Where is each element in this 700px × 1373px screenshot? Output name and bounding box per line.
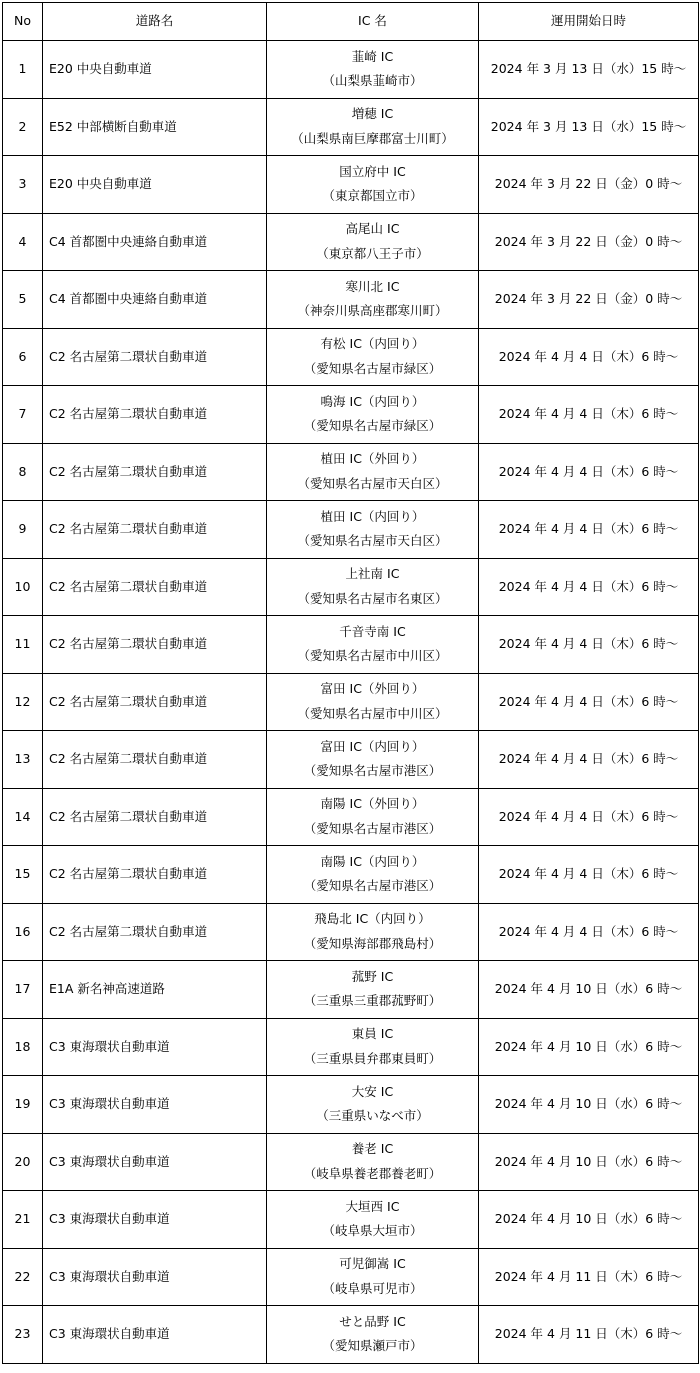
table-row	[3, 386, 699, 444]
start-datetime: 2024 年 3 月 22 日（金）0 時～	[479, 271, 699, 329]
ic-location: （三重県員弁郡東員町）	[303, 1050, 442, 1066]
start-datetime: 2024 年 4 月 4 日（木）6 時～	[479, 731, 699, 789]
header-row	[3, 3, 699, 41]
ic-location: （三重県三重郡菰野町）	[303, 993, 442, 1009]
ic-cell	[267, 961, 479, 1019]
ic-location: （愛知県海部郡飛島村）	[303, 935, 442, 951]
table-row	[3, 673, 699, 731]
table-row	[3, 1076, 699, 1134]
table-row	[3, 328, 699, 386]
row-number: 4	[3, 213, 43, 271]
row-number: 18	[3, 1018, 43, 1076]
ic-name: 東員 IC	[351, 1026, 394, 1042]
ic-name: 韮崎 IC	[351, 48, 394, 64]
road-name: C3 東海環状自動車道	[43, 1248, 267, 1306]
ic-cell	[267, 156, 479, 214]
ic-location: （山梨県韮崎市）	[322, 73, 423, 89]
ic-cell	[267, 846, 479, 904]
table-row	[3, 846, 699, 904]
road-name: C2 名古屋第二環状自動車道	[43, 443, 267, 501]
ic-location: （岐阜県大垣市）	[322, 1223, 423, 1239]
ic-name: 大垣西 IC	[345, 1198, 400, 1214]
road-name: E1A 新名神高速道路	[43, 961, 267, 1019]
ic-cell	[267, 386, 479, 444]
road-name: C3 東海環状自動車道	[43, 1306, 267, 1364]
start-datetime: 2024 年 4 月 4 日（木）6 時～	[479, 328, 699, 386]
table-row	[3, 1248, 699, 1306]
ic-name: 植田 IC（内回り）	[320, 508, 425, 524]
row-number: 20	[3, 1133, 43, 1191]
road-name: C2 名古屋第二環状自動車道	[43, 616, 267, 674]
start-datetime: 2024 年 4 月 4 日（木）6 時～	[479, 673, 699, 731]
ic-location: （東京都国立市）	[322, 188, 423, 204]
start-datetime: 2024 年 4 月 4 日（木）6 時～	[479, 386, 699, 444]
ic-cell	[267, 1076, 479, 1134]
ic-location: （三重県いなべ市）	[316, 1108, 429, 1124]
road-name: C3 東海環状自動車道	[43, 1076, 267, 1134]
road-name: C2 名古屋第二環状自動車道	[43, 673, 267, 731]
start-datetime: 2024 年 4 月 4 日（木）6 時～	[479, 616, 699, 674]
ic-location: （愛知県名古屋市中川区）	[297, 648, 448, 664]
start-datetime: 2024 年 4 月 4 日（木）6 時～	[479, 443, 699, 501]
table-row	[3, 1191, 699, 1249]
ic-cell	[267, 1248, 479, 1306]
start-datetime: 2024 年 4 月 4 日（木）6 時～	[479, 846, 699, 904]
start-datetime: 2024 年 3 月 13 日（水）15 時～	[479, 41, 699, 99]
ic-name: 菰野 IC	[351, 968, 394, 984]
table-row	[3, 156, 699, 214]
ic-name: 富田 IC（内回り）	[320, 738, 425, 754]
row-number: 21	[3, 1191, 43, 1249]
table-row	[3, 41, 699, 99]
row-number: 2	[3, 98, 43, 156]
row-number: 12	[3, 673, 43, 731]
ic-name: 上社南 IC	[345, 566, 400, 582]
ic-cell	[267, 443, 479, 501]
ic-schedule-table	[2, 2, 699, 1364]
road-name: C2 名古屋第二環状自動車道	[43, 846, 267, 904]
ic-cell	[267, 1191, 479, 1249]
table-row	[3, 788, 699, 846]
ic-name: 国立府中 IC	[339, 163, 406, 179]
start-datetime: 2024 年 4 月 4 日（木）6 時～	[479, 558, 699, 616]
ic-cell	[267, 788, 479, 846]
start-datetime: 2024 年 4 月 10 日（水）6 時～	[479, 961, 699, 1019]
start-datetime: 2024 年 4 月 4 日（木）6 時～	[479, 903, 699, 961]
row-number: 14	[3, 788, 43, 846]
ic-cell	[267, 616, 479, 674]
ic-name: 寒川北 IC	[345, 278, 400, 294]
ic-schedule-table-wrapper	[2, 2, 699, 1364]
row-number: 13	[3, 731, 43, 789]
ic-location: （神奈川県高座郡寒川町）	[297, 303, 448, 319]
ic-cell	[267, 328, 479, 386]
row-number: 22	[3, 1248, 43, 1306]
row-number: 17	[3, 961, 43, 1019]
road-name: C2 名古屋第二環状自動車道	[43, 788, 267, 846]
ic-location: （愛知県名古屋市名東区）	[297, 590, 448, 606]
ic-location: （愛知県名古屋市緑区）	[303, 418, 442, 434]
ic-name: 養老 IC	[351, 1141, 394, 1157]
row-number: 10	[3, 558, 43, 616]
ic-cell	[267, 1306, 479, 1364]
road-name: C3 東海環状自動車道	[43, 1018, 267, 1076]
road-name: C2 名古屋第二環状自動車道	[43, 903, 267, 961]
table-row	[3, 1018, 699, 1076]
start-datetime: 2024 年 4 月 11 日（木）6 時～	[479, 1306, 699, 1364]
header-start-datetime: 運用開始日時	[479, 3, 699, 41]
header-road-name: 道路名	[43, 3, 267, 41]
table-row	[3, 98, 699, 156]
ic-name: 千音寺南 IC	[339, 623, 406, 639]
ic-name: 大安 IC	[351, 1083, 394, 1099]
road-name: C4 首都圏中央連絡自動車道	[43, 213, 267, 271]
ic-cell	[267, 213, 479, 271]
row-number: 15	[3, 846, 43, 904]
start-datetime: 2024 年 4 月 10 日（水）6 時～	[479, 1133, 699, 1191]
ic-cell	[267, 731, 479, 789]
ic-name: 増穂 IC	[351, 106, 394, 122]
table-row	[3, 961, 699, 1019]
ic-cell	[267, 558, 479, 616]
start-datetime: 2024 年 4 月 10 日（水）6 時～	[479, 1018, 699, 1076]
row-number: 16	[3, 903, 43, 961]
table-row	[3, 1133, 699, 1191]
table-row	[3, 616, 699, 674]
ic-cell	[267, 673, 479, 731]
start-datetime: 2024 年 4 月 4 日（木）6 時～	[479, 501, 699, 559]
ic-location: （愛知県名古屋市港区）	[303, 820, 442, 836]
road-name: C2 名古屋第二環状自動車道	[43, 731, 267, 789]
row-number: 7	[3, 386, 43, 444]
header-no: No	[3, 3, 43, 41]
road-name: E20 中央自動車道	[43, 156, 267, 214]
ic-cell	[267, 903, 479, 961]
row-number: 8	[3, 443, 43, 501]
ic-location: （愛知県名古屋市天白区）	[297, 533, 448, 549]
table-row	[3, 271, 699, 329]
header-ic-name: IC 名	[267, 3, 479, 41]
ic-location: （岐阜県可児市）	[322, 1280, 423, 1296]
start-datetime: 2024 年 3 月 22 日（金）0 時～	[479, 213, 699, 271]
ic-location: （東京都八王子市）	[316, 245, 429, 261]
road-name: E20 中央自動車道	[43, 41, 267, 99]
ic-name: 可児御嵩 IC	[339, 1256, 406, 1272]
ic-name: 有松 IC（内回り）	[320, 336, 425, 352]
row-number: 5	[3, 271, 43, 329]
ic-cell	[267, 41, 479, 99]
ic-name: せと品野 IC	[339, 1313, 406, 1329]
row-number: 11	[3, 616, 43, 674]
road-name: C2 名古屋第二環状自動車道	[43, 501, 267, 559]
ic-name: 飛島北 IC（内回り）	[314, 911, 431, 927]
row-number: 1	[3, 41, 43, 99]
table-row	[3, 501, 699, 559]
ic-cell	[267, 98, 479, 156]
ic-name: 植田 IC（外回り）	[320, 451, 425, 467]
road-name: C3 東海環状自動車道	[43, 1133, 267, 1191]
row-number: 19	[3, 1076, 43, 1134]
start-datetime: 2024 年 4 月 10 日（水）6 時～	[479, 1076, 699, 1134]
start-datetime: 2024 年 4 月 11 日（木）6 時～	[479, 1248, 699, 1306]
ic-location: （愛知県名古屋市天白区）	[297, 475, 448, 491]
ic-location: （愛知県名古屋市中川区）	[297, 705, 448, 721]
road-name: E52 中部横断自動車道	[43, 98, 267, 156]
road-name: C2 名古屋第二環状自動車道	[43, 558, 267, 616]
road-name: C2 名古屋第二環状自動車道	[43, 386, 267, 444]
ic-name: 鳴海 IC（内回り）	[320, 393, 425, 409]
ic-location: （愛知県瀬戸市）	[322, 1338, 423, 1354]
ic-location: （岐阜県養老郡養老町）	[303, 1165, 442, 1181]
row-number: 9	[3, 501, 43, 559]
road-name: C4 首都圏中央連絡自動車道	[43, 271, 267, 329]
ic-location: （山梨県南巨摩郡富士川町）	[291, 130, 454, 146]
table-row	[3, 443, 699, 501]
table-row	[3, 903, 699, 961]
road-name: C2 名古屋第二環状自動車道	[43, 328, 267, 386]
ic-name: 南陽 IC（外回り）	[320, 796, 425, 812]
row-number: 23	[3, 1306, 43, 1364]
ic-location: （愛知県名古屋市港区）	[303, 763, 442, 779]
ic-name: 南陽 IC（内回り）	[320, 853, 425, 869]
ic-name: 富田 IC（外回り）	[320, 681, 425, 697]
road-name: C3 東海環状自動車道	[43, 1191, 267, 1249]
start-datetime: 2024 年 3 月 22 日（金）0 時～	[479, 156, 699, 214]
ic-cell	[267, 1133, 479, 1191]
table-body	[3, 41, 699, 1364]
row-number: 3	[3, 156, 43, 214]
start-datetime: 2024 年 4 月 10 日（水）6 時～	[479, 1191, 699, 1249]
ic-cell	[267, 271, 479, 329]
table-row	[3, 213, 699, 271]
start-datetime: 2024 年 3 月 13 日（水）15 時～	[479, 98, 699, 156]
row-number: 6	[3, 328, 43, 386]
table-row	[3, 1306, 699, 1364]
ic-cell	[267, 1018, 479, 1076]
ic-location: （愛知県名古屋市緑区）	[303, 360, 442, 376]
ic-name: 高尾山 IC	[345, 221, 400, 237]
ic-cell	[267, 501, 479, 559]
table-row	[3, 731, 699, 789]
ic-location: （愛知県名古屋市港区）	[303, 878, 442, 894]
table-row	[3, 558, 699, 616]
start-datetime: 2024 年 4 月 4 日（木）6 時～	[479, 788, 699, 846]
